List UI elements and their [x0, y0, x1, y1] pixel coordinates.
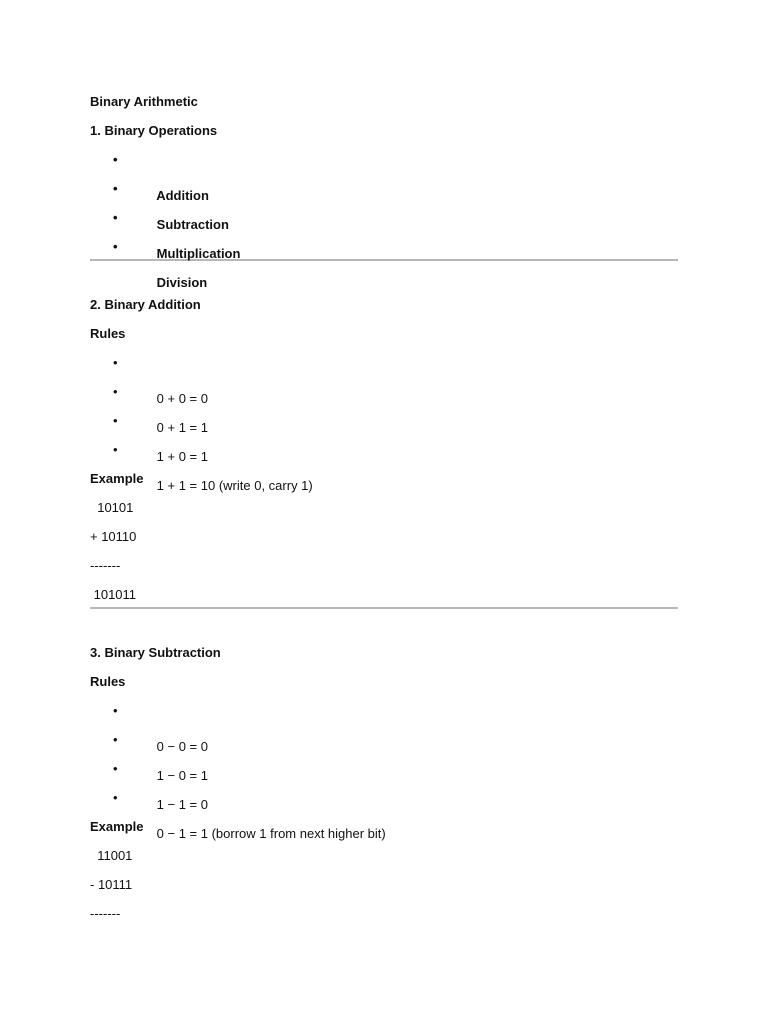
list-item-text: Division	[156, 275, 208, 290]
document-body	[90, 93, 678, 934]
bullet-icon: •	[113, 355, 118, 370]
example-line: -------	[90, 906, 121, 921]
list-item-text: Multiplication	[156, 246, 241, 261]
example-line: 11001	[90, 848, 133, 863]
operations-list-item	[90, 238, 678, 290]
bullet-icon: •	[113, 152, 118, 167]
bullet-icon: •	[113, 413, 118, 428]
operations-list-item	[90, 180, 678, 232]
bullet-icon: •	[113, 732, 118, 747]
rules-label: Rules	[90, 326, 126, 341]
example-line: 10101	[90, 500, 134, 515]
list-item-text: Subtraction	[156, 217, 229, 232]
operations-list-item	[90, 151, 678, 203]
list-item-text: 1 + 0 = 1	[156, 449, 208, 464]
rules-label: Rules	[90, 674, 126, 689]
document-title: Binary Arithmetic	[90, 94, 198, 109]
example-label: Example	[90, 471, 144, 486]
list-item-text: 1 − 0 = 1	[156, 768, 208, 783]
bullet-icon: •	[113, 210, 118, 225]
example-line: 101011	[90, 587, 137, 602]
rule-list-item	[90, 760, 678, 812]
list-item-text: 1 − 1 = 0	[156, 797, 208, 812]
list-item-text: 0 − 0 = 0	[156, 739, 208, 754]
section-1-heading: 1. Binary Operations	[90, 123, 218, 138]
example-line: -------	[90, 558, 121, 573]
rule-list-item	[90, 354, 678, 406]
bullet-icon: •	[113, 181, 118, 196]
list-item-text: 1 + 1 = 10 (write 0, carry 1)	[156, 478, 313, 493]
example-line: + 10110	[90, 529, 137, 544]
list-item-text: 0 − 1 = 1 (borrow 1 from next higher bit)	[156, 826, 386, 841]
bullet-icon: •	[113, 790, 118, 805]
section-3-heading: 3. Binary Subtraction	[90, 645, 221, 660]
bullet-icon: •	[113, 703, 118, 718]
rule-list-item	[90, 383, 678, 435]
bullet-icon: •	[113, 239, 118, 254]
bullet-icon: •	[113, 442, 118, 457]
rule-list-item	[90, 702, 678, 754]
rule-list-item	[90, 412, 678, 464]
example-label: Example	[90, 819, 144, 834]
list-item-text: 0 + 1 = 1	[156, 420, 208, 435]
list-item-text: Addition	[156, 188, 209, 203]
rule-list-item	[90, 731, 678, 783]
list-item-text: 0 + 0 = 0	[156, 391, 208, 406]
section-2-heading: 2. Binary Addition	[90, 297, 201, 312]
bullet-icon: •	[113, 761, 118, 776]
example-line: - 10111	[90, 877, 133, 892]
bullet-icon: •	[113, 384, 118, 399]
operations-list-item	[90, 209, 678, 261]
